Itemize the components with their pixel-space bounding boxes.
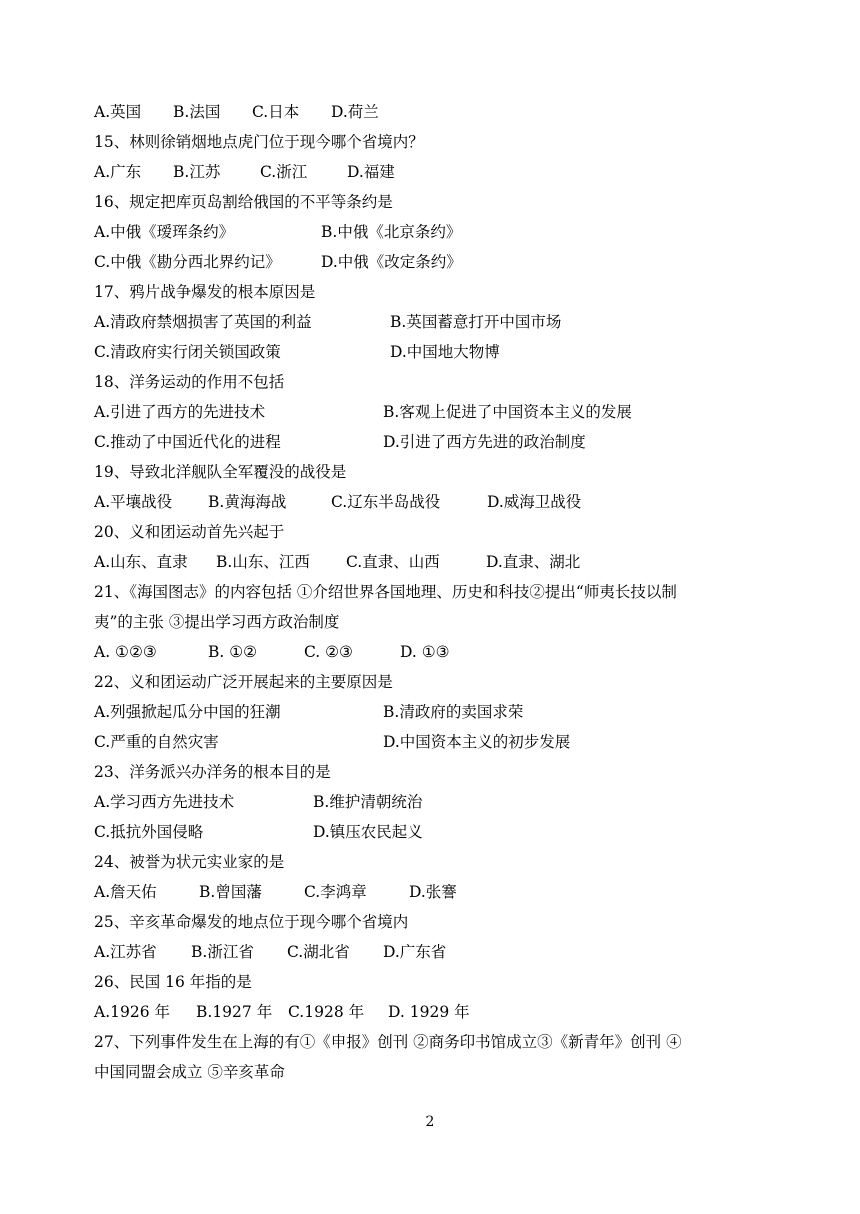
q24-option-b: B.曾国藩 <box>199 883 262 901</box>
q23-option-a: A.学习西方先进技术 <box>94 793 235 811</box>
q26-option-c: C.1928 年 <box>288 1003 365 1021</box>
q14-option-a: A.英国 <box>94 103 142 121</box>
q20-option-d: D.直隶、湖北 <box>486 553 581 571</box>
q19-option-b: B.黄海海战 <box>208 493 287 511</box>
q21-option-d: D. ①③ <box>400 643 450 661</box>
q17-option-c: C.清政府实行闭关锁国政策 <box>94 343 281 361</box>
q23-option-b: B.维护清朝统治 <box>313 793 423 811</box>
q21-option-c: C. ②③ <box>304 643 353 661</box>
q25-option-c: C.湖北省 <box>287 943 350 961</box>
q15-option-d: D.福建 <box>347 163 395 181</box>
q27-stem-line2: 中国同盟会成立 ⑤辛亥革命 <box>94 1063 285 1081</box>
q24-option-a: A.詹天佑 <box>94 883 157 901</box>
q19-option-c: C.辽东半岛战役 <box>331 493 441 511</box>
q15-option-c: C.浙江 <box>260 163 308 181</box>
q24-option-d: D.张謇 <box>409 883 457 901</box>
q22-option-d: D.中国资本主义的初步发展 <box>383 733 571 751</box>
q19-option-a: A.平壤战役 <box>94 493 173 511</box>
q17-option-b: B.英国蓄意打开中国市场 <box>390 313 562 331</box>
q16-option-b: B.中俄《北京条约》 <box>321 223 462 241</box>
q22-option-a: A.列强掀起瓜分中国的狂潮 <box>94 703 281 721</box>
q25-option-d: D.广东省 <box>383 943 447 961</box>
q26-option-d: D. 1929 年 <box>388 1003 470 1021</box>
page-number: 2 <box>425 1114 435 1130</box>
q21-stem-line2: 夷”的主张 ③提出学习西方政治制度 <box>94 613 340 631</box>
q20-option-b: B.山东、江西 <box>216 553 310 571</box>
q21-stem-line1: 21、《海国图志》的内容包括 ①介绍世界各国地理、历史和科技②提出“师夷长技以制 <box>94 583 677 601</box>
q19-option-d: D.威海卫战役 <box>487 493 582 511</box>
q20-option-c: C.直隶、山西 <box>346 553 440 571</box>
q14-option-b: B.法国 <box>173 103 221 121</box>
q23-stem: 23、洋务派兴办洋务的根本目的是 <box>94 763 331 781</box>
q22-stem: 22、义和团运动广泛开展起来的主要原因是 <box>94 673 393 691</box>
q23-option-d: D.镇压农民起义 <box>313 823 423 841</box>
q17-option-a: A.清政府禁烟损害了英国的利益 <box>94 313 312 331</box>
q18-stem: 18、洋务运动的作用不包括 <box>94 373 285 391</box>
q23-option-c: C.抵抗外国侵略 <box>94 823 204 841</box>
q26-option-a: A.1926 年 <box>94 1003 170 1021</box>
q26-stem: 26、民国 16 年指的是 <box>94 973 252 991</box>
q21-option-b: B. ①② <box>208 643 258 661</box>
q14-option-d: D.荷兰 <box>331 103 379 121</box>
q14-option-c: C.日本 <box>252 103 300 121</box>
q15-option-b: B.江苏 <box>173 163 221 181</box>
q16-option-d: D.中俄《改定条约》 <box>321 253 462 271</box>
q18-option-c: C.推动了中国近代化的进程 <box>94 433 281 451</box>
q27-stem-line1: 27、下列事件发生在上海的有①《申报》创刊 ②商务印书馆成立③《新青年》创刊 ④ <box>94 1033 682 1051</box>
q17-option-d: D.中国地大物博 <box>390 343 500 361</box>
q15-stem: 15、林则徐销烟地点虎门位于现今哪个省境内？ <box>94 133 424 151</box>
q18-option-a: A.引进了西方的先进技术 <box>94 403 266 421</box>
q15-option-a: A.广东 <box>94 163 142 181</box>
q20-stem: 20、义和团运动首先兴起于 <box>94 523 285 541</box>
q25-stem: 25、辛亥革命爆发的地点位于现今哪个省境内 <box>94 913 409 931</box>
q22-option-b: B.清政府的卖国求荣 <box>383 703 524 721</box>
q24-stem: 24、被誉为状元实业家的是 <box>94 853 285 871</box>
q21-option-a: A. ①②③ <box>94 643 157 661</box>
q20-option-a: A.山东、直隶 <box>94 553 188 571</box>
q25-option-b: B.浙江省 <box>191 943 254 961</box>
q16-option-a: A.中俄《瑷珲条约》 <box>94 223 235 241</box>
q25-option-a: A.江苏省 <box>94 943 157 961</box>
q16-stem: 16、规定把库页岛割给俄国的不平等条约是 <box>94 193 393 211</box>
q18-option-b: B.客观上促进了中国资本主义的发展 <box>383 403 632 421</box>
q18-option-d: D.引进了西方先进的政治制度 <box>383 433 586 451</box>
q22-option-c: C.严重的自然灾害 <box>94 733 219 751</box>
q24-option-c: C.李鸿章 <box>304 883 367 901</box>
q16-option-c: C.中俄《勘分西北界约记》 <box>94 253 281 271</box>
q19-stem: 19、导致北洋舰队全军覆没的战役是 <box>94 463 347 481</box>
q26-option-b: B.1927 年 <box>196 1003 273 1021</box>
q17-stem: 17、鸦片战争爆发的根本原因是 <box>94 283 316 301</box>
